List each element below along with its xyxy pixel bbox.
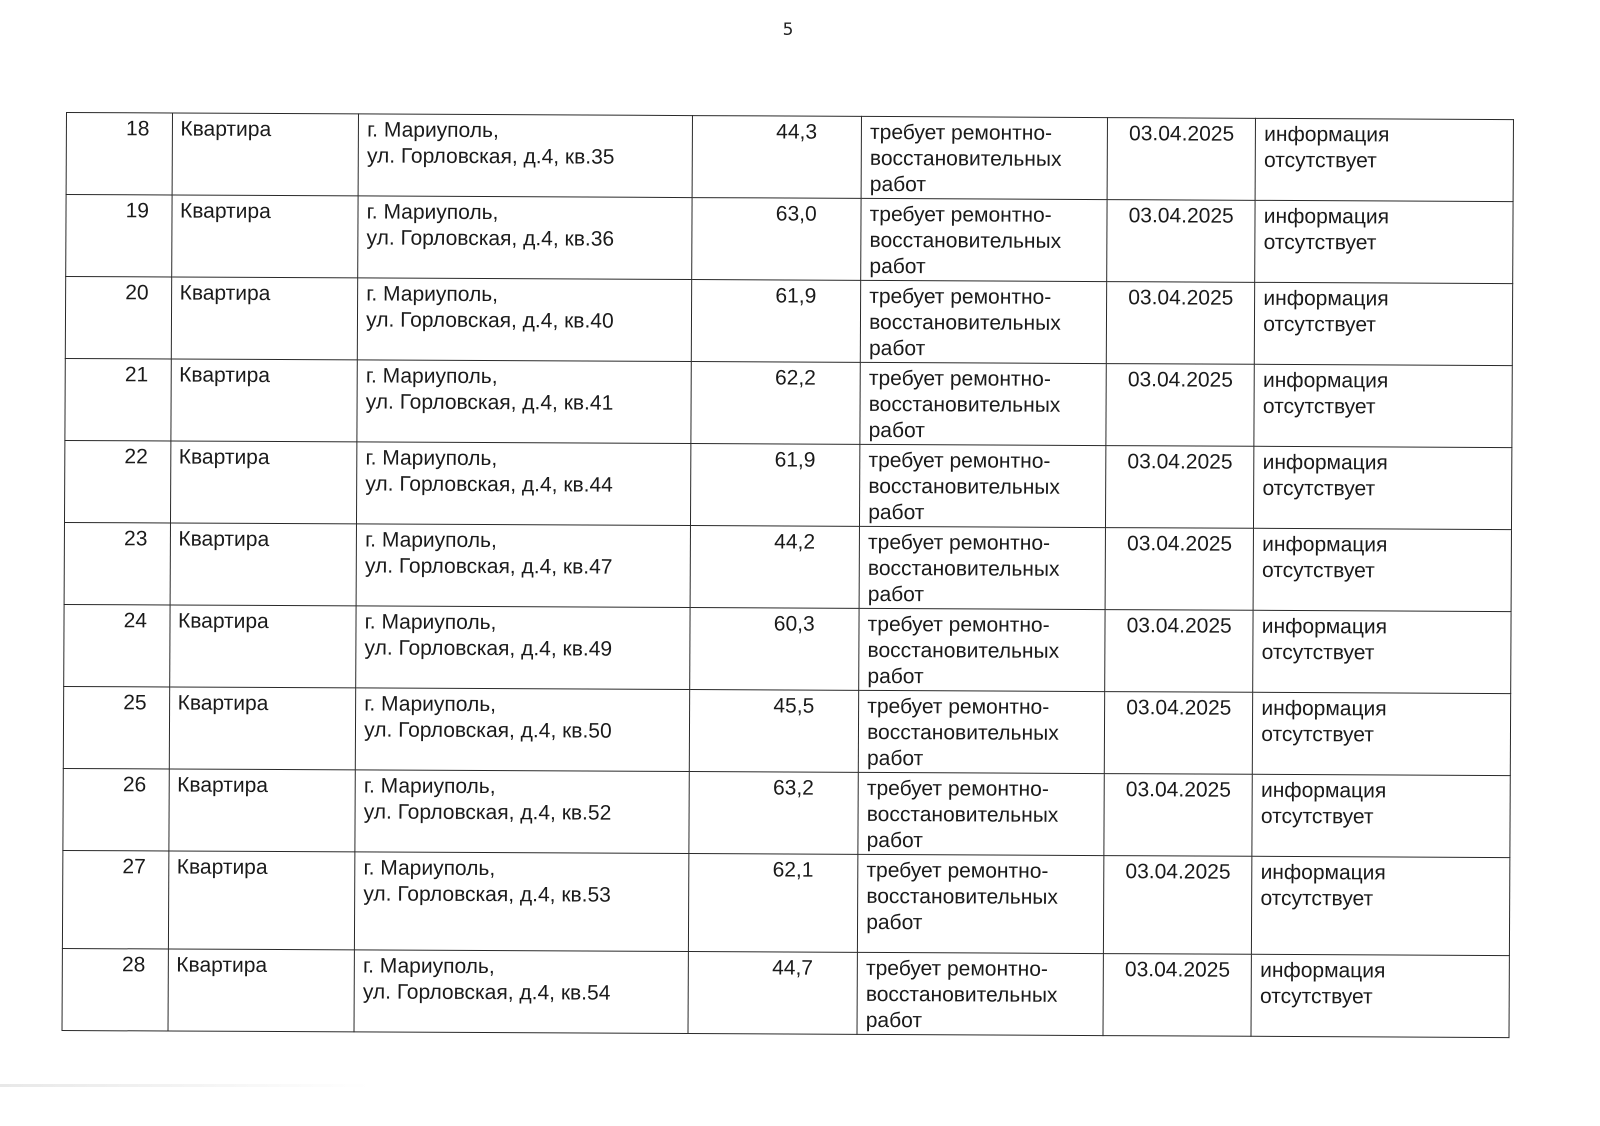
- info-line-2: отсутствует: [1261, 722, 1375, 747]
- address-street: ул. Горловская, д.4, кв.50: [364, 718, 612, 743]
- address-street: ул. Горловская, д.4, кв.36: [366, 226, 615, 251]
- cell-date: 03.04.2025: [1105, 610, 1254, 693]
- cell-address: [355, 770, 690, 854]
- address-city: г. Мариуполь,: [365, 364, 498, 389]
- table-row: [66, 113, 1513, 202]
- table-row: [65, 358, 1512, 447]
- table-row: [62, 948, 1509, 1037]
- cell-address: [357, 278, 692, 362]
- cell-info: [1252, 856, 1510, 955]
- cell-number: 27: [62, 850, 168, 949]
- address-street: ул. Горловская, д.4, кв.53: [363, 882, 611, 907]
- cell-number: 24: [64, 604, 170, 687]
- info-line-2: отсутствует: [1262, 558, 1375, 583]
- condition-line-3: работ: [865, 1008, 923, 1033]
- cell-info: [1254, 446, 1512, 529]
- info-line-2: отсутствует: [1264, 148, 1377, 173]
- info-line-1: информация: [1260, 778, 1387, 803]
- cell-address: [357, 360, 692, 444]
- condition-line-3: работ: [868, 418, 925, 443]
- condition-line-3: работ: [869, 172, 927, 197]
- cell-object-type: Квартира: [170, 359, 357, 442]
- condition-line-3: работ: [867, 664, 924, 689]
- cell-date: 03.04.2025: [1104, 692, 1253, 775]
- cell-object-type: Квартира: [168, 769, 355, 852]
- cell-number: 21: [65, 358, 171, 441]
- address-street: ул. Горловская, д.4, кв.54: [362, 980, 611, 1005]
- cell-number: 18: [66, 113, 172, 196]
- condition-line-1: требует ремонтно-: [867, 694, 1050, 719]
- cell-address: [355, 688, 690, 772]
- address-street: ул. Горловская, д.4, кв.49: [364, 636, 613, 661]
- cell-address: [355, 852, 690, 952]
- info-line-2: отсутствует: [1262, 394, 1376, 419]
- cell-address: [356, 524, 691, 608]
- address-city: г. Мариуполь,: [364, 610, 497, 635]
- cell-address: [356, 606, 691, 690]
- cell-area: 44,2: [690, 526, 859, 609]
- condition-line-3: работ: [869, 254, 926, 279]
- condition-line-2: восстановительных: [866, 802, 1059, 827]
- cell-info: [1253, 610, 1511, 693]
- condition-line-3: работ: [868, 500, 925, 525]
- cell-object-type: Квартира: [169, 687, 356, 770]
- cell-number: 23: [64, 522, 170, 605]
- info-line-1: информация: [1262, 450, 1388, 475]
- table-row: [66, 195, 1513, 284]
- cell-area: 63,0: [692, 198, 861, 281]
- address-city: г. Мариуполь,: [362, 954, 495, 979]
- condition-line-2: восстановительных: [868, 474, 1060, 499]
- address-city: г. Мариуполь,: [366, 200, 499, 225]
- condition-line-2: восстановительных: [867, 556, 1060, 581]
- cell-date: 03.04.2025: [1105, 528, 1254, 611]
- cell-address: [357, 442, 692, 526]
- address-city: г. Мариуполь,: [365, 528, 497, 553]
- cell-area: 62,1: [689, 854, 858, 953]
- cell-info: [1255, 118, 1513, 201]
- cell-area: 61,9: [692, 280, 861, 363]
- cell-condition: [859, 608, 1105, 691]
- info-line-1: информация: [1260, 860, 1386, 885]
- table-row: [64, 440, 1511, 529]
- info-line-2: отсутствует: [1261, 640, 1375, 665]
- cell-date: 03.04.2025: [1106, 282, 1255, 365]
- cell-date: 03.04.2025: [1107, 118, 1256, 201]
- table-row: [64, 604, 1511, 693]
- info-line-2: отсутствует: [1263, 312, 1377, 337]
- info-line-1: информация: [1260, 958, 1386, 983]
- info-line-2: отсутствует: [1259, 984, 1373, 1009]
- table-row: [65, 277, 1512, 366]
- condition-line-3: работ: [866, 828, 923, 853]
- cell-date: 03.04.2025: [1107, 200, 1256, 283]
- info-line-1: информация: [1262, 532, 1388, 557]
- cell-number: 19: [66, 195, 172, 278]
- cell-object-type: Квартира: [172, 113, 359, 196]
- cell-condition: [860, 362, 1106, 445]
- condition-line-2: восстановительных: [868, 392, 1061, 417]
- cell-object-type: Квартира: [171, 277, 358, 360]
- address-street: ул. Горловская, д.4, кв.41: [365, 390, 614, 415]
- property-table-body: [62, 113, 1513, 1038]
- cell-condition: [860, 444, 1106, 527]
- condition-line-1: требует ремонтно-: [865, 956, 1049, 981]
- condition-line-1: требует ремонтно-: [869, 284, 1052, 309]
- info-line-2: отсутствует: [1260, 804, 1374, 829]
- cell-info: [1253, 528, 1511, 611]
- condition-line-1: требует ремонтно-: [866, 776, 1049, 801]
- condition-line-2: восстановительных: [867, 720, 1059, 745]
- cell-info: [1252, 774, 1510, 857]
- condition-line-2: восстановительных: [869, 146, 1062, 171]
- cell-address: [354, 950, 689, 1034]
- info-line-1: информация: [1261, 696, 1387, 721]
- info-line-2: отсутствует: [1260, 886, 1374, 911]
- cell-condition: [858, 854, 1104, 953]
- address-street: ул. Горловская, д.4, кв.40: [366, 308, 614, 333]
- cell-number: 26: [63, 768, 169, 851]
- cell-object-type: Квартира: [168, 949, 355, 1032]
- condition-line-2: восстановительных: [866, 884, 1058, 909]
- condition-line-3: работ: [867, 582, 925, 607]
- cell-condition: [860, 280, 1106, 363]
- cell-address: [358, 114, 693, 198]
- cell-condition: [861, 116, 1107, 199]
- cell-info: [1254, 364, 1512, 447]
- cell-date: 03.04.2025: [1106, 446, 1255, 529]
- page-number: 5: [782, 20, 794, 40]
- table-row: [62, 850, 1509, 955]
- cell-number: 28: [62, 948, 168, 1031]
- cell-date: 03.04.2025: [1106, 364, 1255, 447]
- cell-condition: [857, 952, 1103, 1035]
- cell-info: [1255, 200, 1513, 283]
- cell-number: 22: [64, 440, 170, 523]
- cell-object-type: Квартира: [168, 851, 355, 950]
- cell-number: 20: [65, 277, 171, 360]
- address-street: ул. Горловская, д.4, кв.44: [365, 472, 613, 497]
- info-line-1: информация: [1263, 204, 1390, 229]
- cell-area: 60,3: [690, 608, 859, 691]
- address-street: ул. Горловская, д.4, кв.47: [364, 554, 613, 579]
- address-street: ул. Горловская, д.4, кв.35: [366, 144, 615, 169]
- info-line-2: отсутствует: [1262, 476, 1376, 501]
- address-city: г. Мариуполь,: [367, 118, 499, 143]
- cell-area: 45,5: [690, 690, 859, 773]
- info-line-2: отсутствует: [1263, 230, 1377, 255]
- cell-condition: [861, 198, 1107, 281]
- cell-object-type: Квартира: [170, 441, 357, 524]
- cell-condition: [859, 526, 1105, 609]
- table-row: [63, 768, 1510, 857]
- condition-line-3: работ: [866, 746, 924, 771]
- cell-area: 44,3: [692, 116, 861, 199]
- condition-line-2: восстановительных: [869, 310, 1061, 335]
- cell-info: [1251, 954, 1509, 1037]
- condition-line-1: требует ремонтно-: [867, 612, 1050, 637]
- condition-line-1: требует ремонтно-: [868, 448, 1051, 473]
- cell-date: 03.04.2025: [1103, 856, 1252, 955]
- cell-area: 63,2: [689, 772, 858, 855]
- cell-area: 61,9: [691, 444, 860, 527]
- info-line-1: информация: [1263, 286, 1389, 311]
- condition-line-1: требует ремонтно-: [868, 366, 1051, 391]
- condition-line-2: восстановительных: [865, 982, 1058, 1007]
- info-line-1: информация: [1264, 122, 1390, 147]
- cell-info: [1255, 282, 1513, 365]
- cell-object-type: Квартира: [170, 523, 357, 606]
- condition-line-1: требует ремонтно-: [868, 530, 1051, 555]
- condition-line-2: восстановительных: [867, 638, 1060, 663]
- condition-line-3: работ: [866, 910, 923, 935]
- cell-condition: [858, 772, 1104, 855]
- scan-artifact: [0, 1084, 370, 1087]
- condition-line-3: работ: [868, 336, 926, 361]
- cell-object-type: Квартира: [171, 195, 358, 278]
- cell-number: 25: [63, 686, 169, 769]
- cell-date: 03.04.2025: [1103, 954, 1252, 1037]
- condition-line-1: требует ремонтно-: [866, 858, 1049, 883]
- property-table: [62, 112, 1514, 1038]
- cell-condition: [858, 690, 1104, 773]
- cell-info: [1253, 692, 1511, 775]
- table-row: [64, 522, 1511, 611]
- condition-line-1: требует ремонтно-: [870, 120, 1053, 145]
- cell-area: 62,2: [691, 362, 860, 445]
- table-row: [63, 686, 1510, 775]
- condition-line-1: требует ремонтно-: [869, 202, 1052, 227]
- cell-date: 03.04.2025: [1104, 774, 1253, 857]
- address-city: г. Мариуполь,: [363, 856, 496, 881]
- address-city: г. Мариуполь,: [364, 692, 497, 717]
- address-street: ул. Горловская, д.4, кв.52: [363, 800, 612, 825]
- cell-area: 44,7: [688, 952, 857, 1035]
- address-city: г. Мариуполь,: [365, 446, 498, 471]
- condition-line-2: восстановительных: [869, 228, 1062, 253]
- cell-object-type: Квартира: [169, 605, 356, 688]
- info-line-1: информация: [1261, 614, 1388, 639]
- cell-address: [358, 196, 693, 280]
- address-city: г. Мариуполь,: [363, 774, 496, 799]
- info-line-1: информация: [1262, 368, 1389, 393]
- address-city: г. Мариуполь,: [366, 282, 499, 307]
